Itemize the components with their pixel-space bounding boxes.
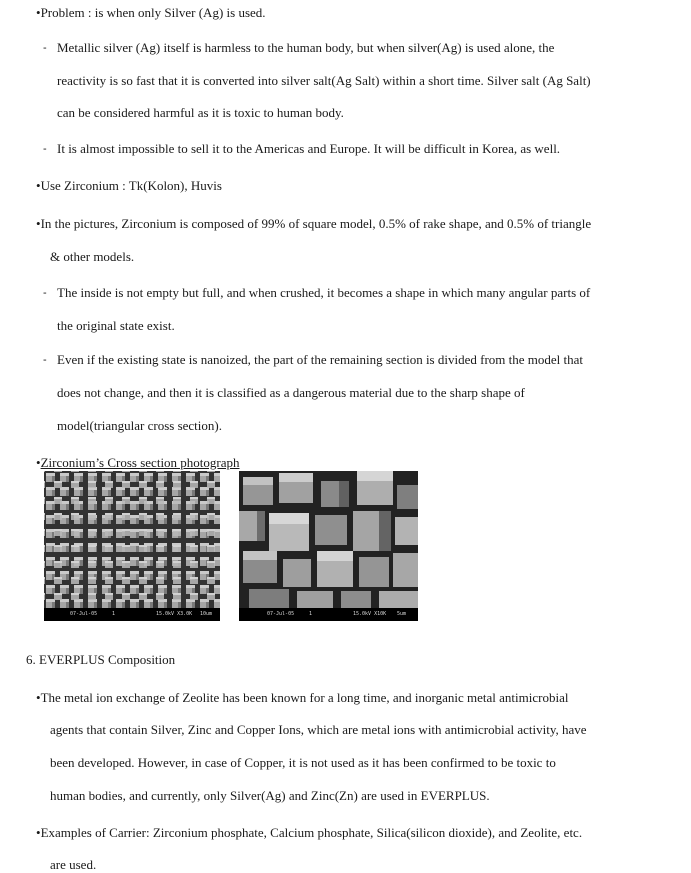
sem-texture-left	[44, 471, 220, 608]
nanoized-line-1: Even if the existing state is nanoized, the part of the remaining section is divided from the model that	[57, 352, 583, 367]
sem-texture-right	[239, 471, 418, 608]
bullet-carrier	[36, 825, 582, 841]
metal-ion-line-4: human bodies, and currently, only Silver(Ag) and Zinc(Zn) are used in EVERPLUS.	[50, 788, 490, 803]
sem-number: 1	[112, 611, 116, 617]
bullet-problem	[36, 5, 266, 21]
sem-date: 07-Jul-05	[70, 611, 98, 617]
bullet-mark: •	[36, 825, 41, 840]
silver-harmless-line-1: Metallic silver (Ag) itself is harmless to the human body, but when silver(Ag) is used alone, the	[57, 40, 555, 55]
dash-mark: -	[43, 42, 47, 54]
dash-mark: -	[43, 143, 47, 155]
sem-photo-left	[44, 471, 220, 621]
sem-info-bar-left	[44, 608, 220, 621]
bullet-mark: •	[36, 216, 41, 231]
nanoized-line-3: model(triangular cross section).	[57, 418, 222, 433]
silver-harmless-line-2: reactivity is so fast that it is converted into silver salt(Ag Salt) within a short time. Silver salt (Ag Salt)	[57, 73, 591, 88]
bullet-photo-heading	[36, 455, 240, 471]
bullet-mark: •	[36, 690, 41, 705]
dash-mark: -	[43, 287, 47, 299]
composition-line-2: & other models.	[50, 249, 135, 264]
carrier-line-2: are used.	[50, 857, 97, 872]
silver-harmless-line-3: can be considered harmful as it is toxic to human body.	[57, 105, 344, 120]
market-line: It is almost impossible to sell it to the Americas and Europe. It will be difficult in Korea, as well.	[57, 141, 561, 156]
bullet-use-zirconium	[36, 178, 222, 194]
nanoized-line-2: does not change, and then it is classified as a dangerous material due to the sharp shape of	[57, 385, 525, 400]
metal-ion-line-2: agents that contain Silver, Zinc and Copper Ions, which are metal ions with antimicrobial activity, have	[50, 722, 587, 737]
sem-date: 07-Jul-05	[267, 611, 295, 617]
inside-line-1: The inside is not empty but full, and when crushed, it becomes a shape in which many angular parts of	[57, 285, 591, 300]
inside-line-2: the original state exist.	[57, 318, 175, 333]
sem-scale: 10um	[200, 611, 213, 617]
carrier-text: Examples of Carrier: Zirconium phosphate, Calcium phosphate, Silica(silicon dioxide), and Zeolite, etc.	[40, 825, 583, 840]
use-zirconium-text: Use Zirconium : Tk(Kolon), Huvis	[40, 178, 222, 193]
dash-mark: -	[43, 354, 47, 366]
sem-magnification: 15.0kV X10K	[353, 611, 387, 617]
metal-ion-line-3: been developed. However, in case of Copper, it is not used as it has been confirmed to be toxic to	[50, 755, 556, 770]
bullet-composition	[36, 216, 591, 232]
sem-number: 1	[309, 611, 313, 617]
metal-ion-text: The metal ion exchange of Zeolite has been known for a long time, and inorganic metal antimicrobial	[40, 690, 569, 705]
bullet-mark: •	[36, 178, 41, 193]
bullet-mark: •	[36, 455, 41, 470]
sem-scale: 5um	[397, 611, 407, 617]
photo-heading-text: Zirconium’s Cross section photograph	[40, 455, 240, 470]
problem-text: Problem : is when only Silver (Ag) is used.	[40, 5, 266, 20]
sem-info-bar-right	[239, 608, 418, 621]
sem-magnification: 15.0kV X3.0K	[156, 611, 193, 617]
sem-photo-right	[239, 471, 418, 621]
bullet-mark: •	[36, 5, 41, 20]
composition-text: In the pictures, Zirconium is composed of 99% of square model, 0.5% of rake shape, and 0.5% of triangle	[40, 216, 592, 231]
section-6-heading: 6. EVERPLUS Composition	[26, 652, 176, 667]
bullet-metal-ion	[36, 690, 568, 706]
